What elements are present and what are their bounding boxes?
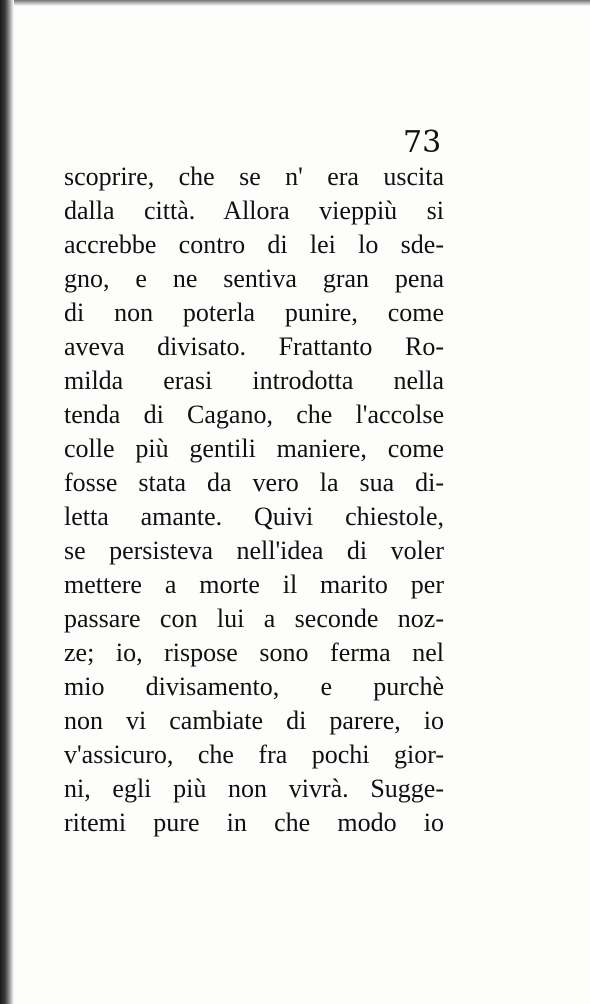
text-line: mio divisamento, e purchè [64, 672, 444, 701]
body-text [64, 160, 444, 840]
text-line: accrebbe contro di lei lo sde- [64, 230, 444, 259]
text-line: non vi cambiate di parere, io [64, 706, 444, 735]
text-line: di non poterla punire, come [64, 298, 444, 327]
text-line: tenda di Cagano, che l'accolse [64, 400, 444, 429]
text-line: ze; io, rispose sono ferma nel [64, 638, 444, 667]
page-number: 73 [403, 125, 442, 160]
text-line: colle più gentili maniere, come [64, 434, 444, 463]
text-line: passare con lui a seconde noz- [64, 604, 444, 633]
text-line: dalla città. Allora vieppiù si [64, 196, 444, 225]
text-line: ni, egli più non vivrà. Sugge- [64, 774, 444, 803]
text-line: ritemi pure in che modo io [64, 808, 444, 837]
text-line: letta amante. Quivi chiestole, [64, 502, 444, 531]
text-line: aveva divisato. Frattanto Ro- [64, 332, 444, 361]
page-binding-edge [0, 0, 14, 1004]
page-top-edge [0, 0, 590, 6]
text-line: gno, e ne sentiva gran pena [64, 264, 444, 293]
text-line: milda erasi introdotta nella [64, 366, 444, 395]
text-line: fosse stata da vero la sua di- [64, 468, 444, 497]
text-line: mettere a morte il marito per [64, 570, 444, 599]
text-line: v'assicuro, che fra pochi gior- [64, 740, 444, 769]
text-line: scoprire, che se n' era uscita [64, 162, 444, 191]
text-line: se persisteva nell'idea di voler [64, 536, 444, 565]
